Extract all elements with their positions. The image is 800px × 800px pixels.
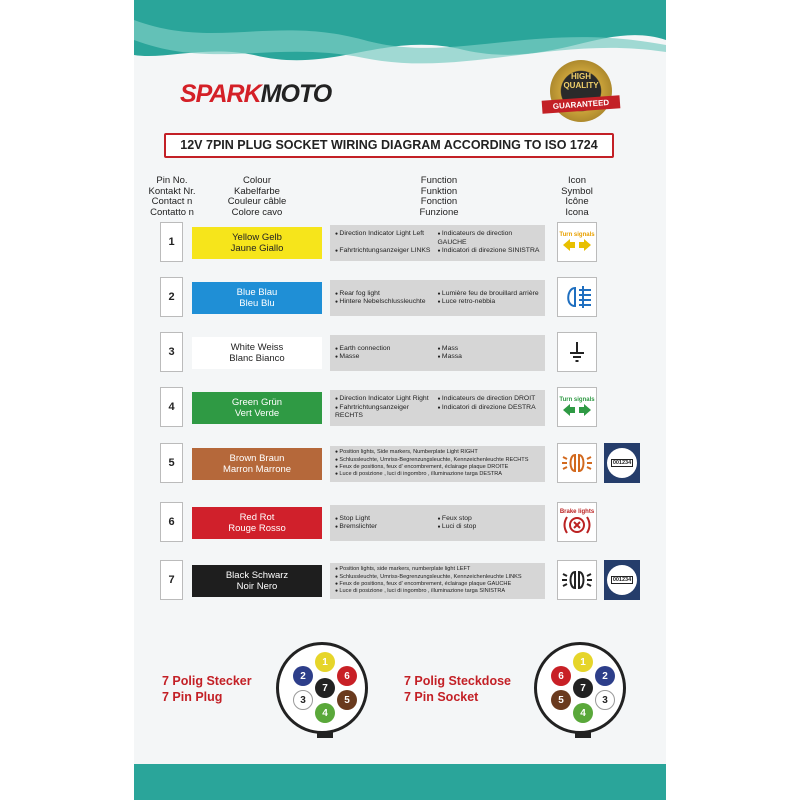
- pin-row-6: [134, 502, 666, 542]
- pin-1: 1: [315, 652, 335, 672]
- function-text: ● Stop Light: [335, 515, 438, 524]
- function-description: [330, 335, 545, 371]
- h: Symbol: [561, 185, 593, 197]
- badge-ribbon: GUARANTEED: [542, 95, 621, 113]
- function-text: ● Bremslichter: [335, 523, 438, 532]
- bottom-wave-decoration: [134, 764, 666, 800]
- wire-colour-swatch: [192, 507, 322, 539]
- h: Contatto n: [150, 206, 194, 218]
- socket-label-de: 7 Polig Steckdose: [404, 674, 511, 688]
- function-text: ● Rear fog light: [335, 290, 438, 299]
- h: Kontakt Nr.: [148, 185, 196, 197]
- logo-moto: MOTO: [260, 80, 332, 108]
- pin-6: 6: [337, 666, 357, 686]
- colour-name: Blue Blau: [236, 287, 278, 298]
- pin-2: 2: [293, 666, 313, 686]
- wire-colour-swatch: [192, 392, 322, 424]
- colour-name: Blanc Bianco: [229, 353, 285, 364]
- ground-icon: [557, 332, 597, 372]
- wire-colour-swatch: [192, 565, 322, 597]
- function-text: ● Luce di posizione , luci di ingombro , illuminazione targa DESTRA: [335, 471, 540, 478]
- wire-colour-swatch: [192, 448, 322, 480]
- pin-1: 1: [573, 652, 593, 672]
- wiring-poster: [134, 0, 666, 800]
- icon-label: Brake lights: [559, 509, 595, 515]
- pin-number: 4: [160, 387, 183, 427]
- pin-number: 2: [160, 277, 183, 317]
- pin-4: 4: [573, 703, 593, 723]
- function-text: ● Position lights, side markers, numberplate light LEFT: [335, 566, 540, 573]
- function-text: ● Fahrtrichtungsanzeiger RECHTS: [335, 404, 438, 421]
- h: Colour: [243, 175, 271, 186]
- function-text: ● Fahrtrichtungsanzeiger LINKS: [335, 247, 438, 256]
- pin-number: 1: [160, 222, 183, 262]
- page-title: 12V 7PIN PLUG SOCKET WIRING DIAGRAM ACCORDING TO ISO 1724: [164, 133, 614, 158]
- colour-name: Noir Nero: [236, 581, 278, 592]
- h: Kabelfarbe: [234, 185, 280, 197]
- function-text: ● Luce retro-nebbia: [438, 298, 541, 307]
- wire-colour-swatch: [192, 337, 322, 369]
- pin-3: 3: [595, 690, 615, 710]
- logo-spark: SPARK: [180, 80, 261, 108]
- function-text: ● Feux stop: [438, 515, 541, 524]
- function-text: ● Massa: [438, 353, 541, 362]
- pin-row-7: [134, 560, 666, 600]
- badge-text: HIGH QUALITY: [563, 72, 599, 90]
- quality-badge: [550, 60, 612, 122]
- h: Function: [420, 175, 458, 186]
- pin-5: 5: [337, 690, 357, 710]
- function-text: ● Earth connection: [335, 345, 438, 354]
- h: Icona: [565, 206, 589, 218]
- colour-name: Bleu Blu: [239, 298, 275, 309]
- function-text: ● Direction Indicator Light Left: [335, 230, 438, 247]
- function-text: ● Position lights, Side markers, Numberplate Light RIGHT: [335, 449, 540, 456]
- function-text: ● Schlussleuchte, Umriss-Begrenzungsleuchte, Kennzeichenleuchte LINKS: [335, 574, 540, 581]
- h: Pin No.: [156, 175, 188, 186]
- wire-colour-swatch: [192, 227, 322, 259]
- function-text: ● Mass: [438, 345, 541, 354]
- plate-number: 001234: [612, 460, 632, 466]
- h: Funktion: [420, 185, 458, 197]
- function-text: ● Luci di stop: [438, 523, 541, 532]
- function-text: ● Hintere Nebelschlussleuchte: [335, 298, 438, 307]
- pin-number: 7: [160, 560, 183, 600]
- pin-5: 5: [551, 690, 571, 710]
- socket-label-en: 7 Pin Socket: [404, 690, 479, 704]
- function-text: ● Indicatori di direzione DESTRA: [438, 404, 541, 421]
- position-light-icon: [557, 443, 597, 483]
- function-text: ● Lumière feu de brouillard arrière: [438, 290, 541, 299]
- header-pin: [140, 176, 204, 218]
- function-description: [330, 505, 545, 541]
- pin-row-4: [134, 387, 666, 427]
- numberplate-light-icon: [604, 560, 640, 600]
- colour-name: Black Schwarz: [225, 570, 289, 581]
- pin-row-3: [134, 332, 666, 372]
- pin-number: 5: [160, 443, 183, 483]
- h: Contact n: [151, 196, 193, 207]
- colour-name: Marron Marrone: [222, 464, 292, 475]
- function-description: [330, 280, 545, 316]
- function-text: ● Indicateurs de direction DROIT: [438, 395, 541, 404]
- h: Icône: [565, 196, 589, 207]
- header-function: [404, 176, 474, 218]
- plug-label: [162, 673, 252, 705]
- pin-6: 6: [551, 666, 571, 686]
- function-description: [330, 225, 545, 261]
- h: Colore cavo: [231, 206, 283, 218]
- function-text: ● Luce di posizione , luci di ingombro , illuminazione targa SINISTRA: [335, 588, 540, 595]
- brake-light-icon: [557, 502, 597, 542]
- function-description: [330, 390, 545, 426]
- colour-name: Red Rot: [239, 512, 275, 523]
- colour-name: Rouge Rosso: [228, 523, 286, 534]
- socket-diagram: [534, 642, 626, 734]
- header-icon: [552, 176, 602, 218]
- function-text: ● Masse: [335, 353, 438, 362]
- h: Icon: [568, 175, 586, 186]
- function-text: ● Indicatori di direzione SINISTRA: [438, 247, 541, 256]
- plate-number: 001234: [612, 577, 632, 583]
- function-text: ● Indicateurs de direction GAUCHE: [438, 230, 541, 247]
- wire-colour-swatch: [192, 282, 322, 314]
- colour-name: Brown Braun: [229, 453, 285, 464]
- colour-name: Vert Verde: [234, 408, 280, 419]
- pin-number: 6: [160, 502, 183, 542]
- h: Fonction: [420, 196, 458, 207]
- pin-row-1: [134, 222, 666, 262]
- pin-3: 3: [293, 690, 313, 710]
- pin-7: 7: [315, 678, 335, 698]
- pin-row-2: [134, 277, 666, 317]
- icon-label: Turn signals: [559, 397, 595, 403]
- pin-2: 2: [595, 666, 615, 686]
- function-text: ● Direction Indicator Light Right: [335, 395, 438, 404]
- plug-diagram: [276, 642, 368, 734]
- numberplate-light-icon: [604, 443, 640, 483]
- icon-label: Turn signals: [559, 232, 595, 238]
- socket-label: [404, 673, 511, 705]
- plug-label-de: 7 Polig Stecker: [162, 674, 252, 688]
- pin-row-5: [134, 443, 666, 483]
- pin-7: 7: [573, 678, 593, 698]
- pin-number: 3: [160, 332, 183, 372]
- turn-signal-icon: [557, 222, 597, 262]
- colour-name: White Weiss: [230, 342, 284, 353]
- brand-logo: [180, 80, 331, 109]
- h: Couleur câble: [227, 196, 287, 207]
- colour-name: Jaune Giallo: [230, 243, 284, 254]
- turn-signal-icon: [557, 387, 597, 427]
- position-light-icon: [557, 560, 597, 600]
- function-text: ● Schlussleuchte, Umriss-Begrenzungsleuchte, Kennzeichenleuchte RECHTS: [335, 457, 540, 464]
- h: Funzione: [419, 206, 459, 218]
- function-description: [330, 563, 545, 599]
- header-colour: [217, 176, 297, 218]
- function-description: [330, 446, 545, 482]
- rear-fog-light-icon: [557, 277, 597, 317]
- colour-name: Green Grün: [231, 397, 283, 408]
- function-text: ● Feux de positions, feux d' encombrement, éclairage plaque GAUCHE: [335, 581, 540, 588]
- colour-name: Yellow Gelb: [232, 232, 282, 243]
- pin-4: 4: [315, 703, 335, 723]
- function-text: ● Feux de positions, feux d' encombrement, éclairage plaque DROITE: [335, 464, 540, 471]
- plug-label-en: 7 Pin Plug: [162, 690, 223, 704]
